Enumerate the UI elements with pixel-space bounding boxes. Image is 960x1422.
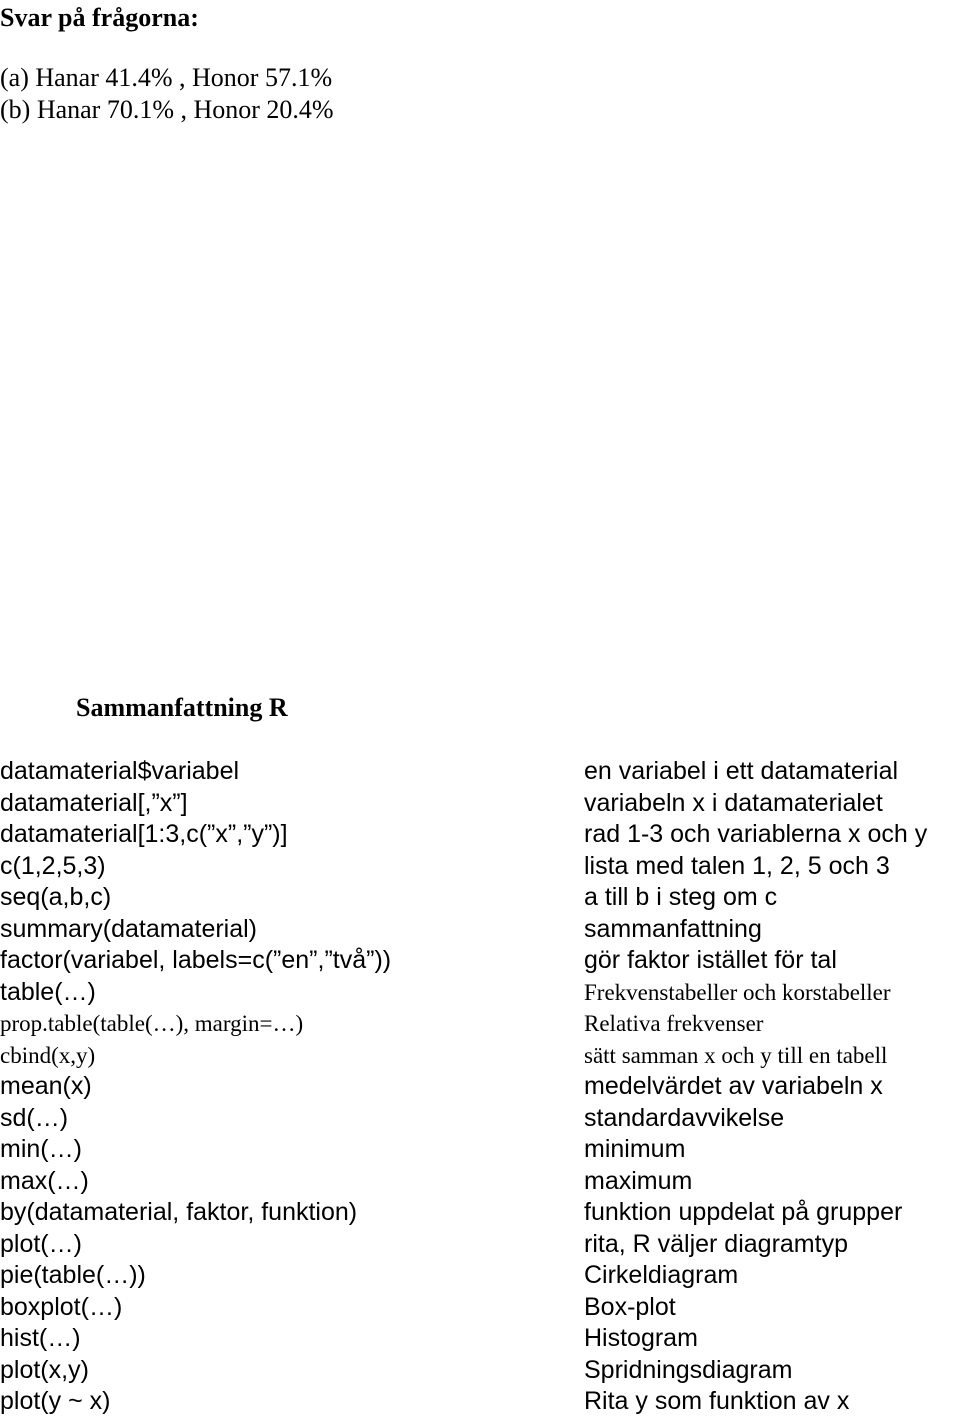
description-cell: Cirkeldiagram (584, 1261, 739, 1290)
table-row (0, 1166, 960, 1198)
table-row (0, 1386, 960, 1418)
description-cell: lista med talen 1, 2, 5 och 3 (584, 851, 890, 880)
table-row (0, 1323, 960, 1355)
table-row (0, 788, 960, 820)
table-row (0, 851, 960, 883)
command-cell: cbind(x,y) (0, 1042, 96, 1068)
table-row (0, 1229, 960, 1261)
r-summary-table (0, 756, 960, 1418)
description-cell: variabeln x i datamaterialet (584, 788, 883, 817)
table-row (0, 1103, 960, 1135)
description-cell: maximum (584, 1166, 693, 1195)
description-cell: rita, R väljer diagramtyp (584, 1229, 848, 1258)
description-cell: Rita y som funktion av x (584, 1387, 850, 1416)
answers-list (0, 62, 334, 126)
description-cell: minimum (584, 1135, 686, 1164)
table-row (0, 945, 960, 977)
table-row (0, 1040, 960, 1072)
command-cell: max(…) (0, 1166, 89, 1195)
command-cell: c(1,2,5,3) (0, 851, 106, 880)
description-cell: sammanfattning (584, 914, 762, 943)
command-cell: factor(variabel, labels=c(”en”,”två”)) (0, 946, 392, 975)
command-cell: pie(table(…)) (0, 1261, 146, 1290)
table-row (0, 914, 960, 946)
description-cell: Histogram (584, 1324, 698, 1353)
table-row (0, 882, 960, 914)
description-cell: Spridningsdiagram (584, 1355, 793, 1384)
table-row (0, 756, 960, 788)
table-row (0, 1008, 960, 1040)
table-row (0, 819, 960, 851)
command-cell: summary(datamaterial) (0, 914, 258, 943)
table-row (0, 1071, 960, 1103)
command-cell: plot(x,y) (0, 1355, 89, 1384)
table-row (0, 1260, 960, 1292)
command-cell: plot(y ~ x) (0, 1387, 111, 1416)
command-cell: table(…) (0, 977, 96, 1006)
description-cell: funktion uppdelat på grupper (584, 1198, 903, 1227)
answer-item-b: (b) Hanar 70.1% , Honor 20.4% (0, 95, 334, 124)
answer-item-a: (a) Hanar 41.4% , Honor 57.1% (0, 63, 333, 92)
description-cell: rad 1-3 och variablerna x och y (584, 820, 928, 849)
description-cell: Frekvenstabeller och korstabeller (584, 979, 891, 1005)
description-cell: a till b i steg om c (584, 883, 778, 912)
description-cell: sätt samman x och y till en tabell (584, 1042, 888, 1068)
table-row (0, 1134, 960, 1166)
command-cell: plot(…) (0, 1229, 82, 1258)
command-cell: sd(…) (0, 1103, 69, 1132)
command-cell: min(…) (0, 1135, 82, 1164)
command-cell: datamaterial[1:3,c(”x”,”y”)] (0, 820, 288, 849)
command-cell: hist(…) (0, 1324, 81, 1353)
summary-title: Sammanfattning R (76, 693, 288, 722)
command-cell: datamaterial$variabel (0, 757, 240, 786)
description-cell: Box-plot (584, 1292, 676, 1321)
table-row (0, 1292, 960, 1324)
table-row (0, 1197, 960, 1229)
description-cell: en variabel i ett datamaterial (584, 757, 899, 786)
description-cell: gör faktor istället för tal (584, 946, 837, 975)
table-row (0, 977, 960, 1009)
command-cell: seq(a,b,c) (0, 883, 112, 912)
description-cell: medelvärdet av variabeln x (584, 1072, 883, 1101)
command-cell: mean(x) (0, 1072, 92, 1101)
description-cell: Relativa frekvenser (584, 1011, 764, 1037)
table-row (0, 1355, 960, 1387)
command-cell: datamaterial[,”x”] (0, 788, 188, 817)
command-cell: prop.table(table(…), margin=…) (0, 1011, 304, 1037)
command-cell: boxplot(…) (0, 1292, 123, 1321)
description-cell: standardavvikelse (584, 1103, 785, 1132)
command-cell: by(datamaterial, faktor, funktion) (0, 1198, 358, 1227)
answers-heading: Svar på frågorna: (0, 3, 199, 32)
